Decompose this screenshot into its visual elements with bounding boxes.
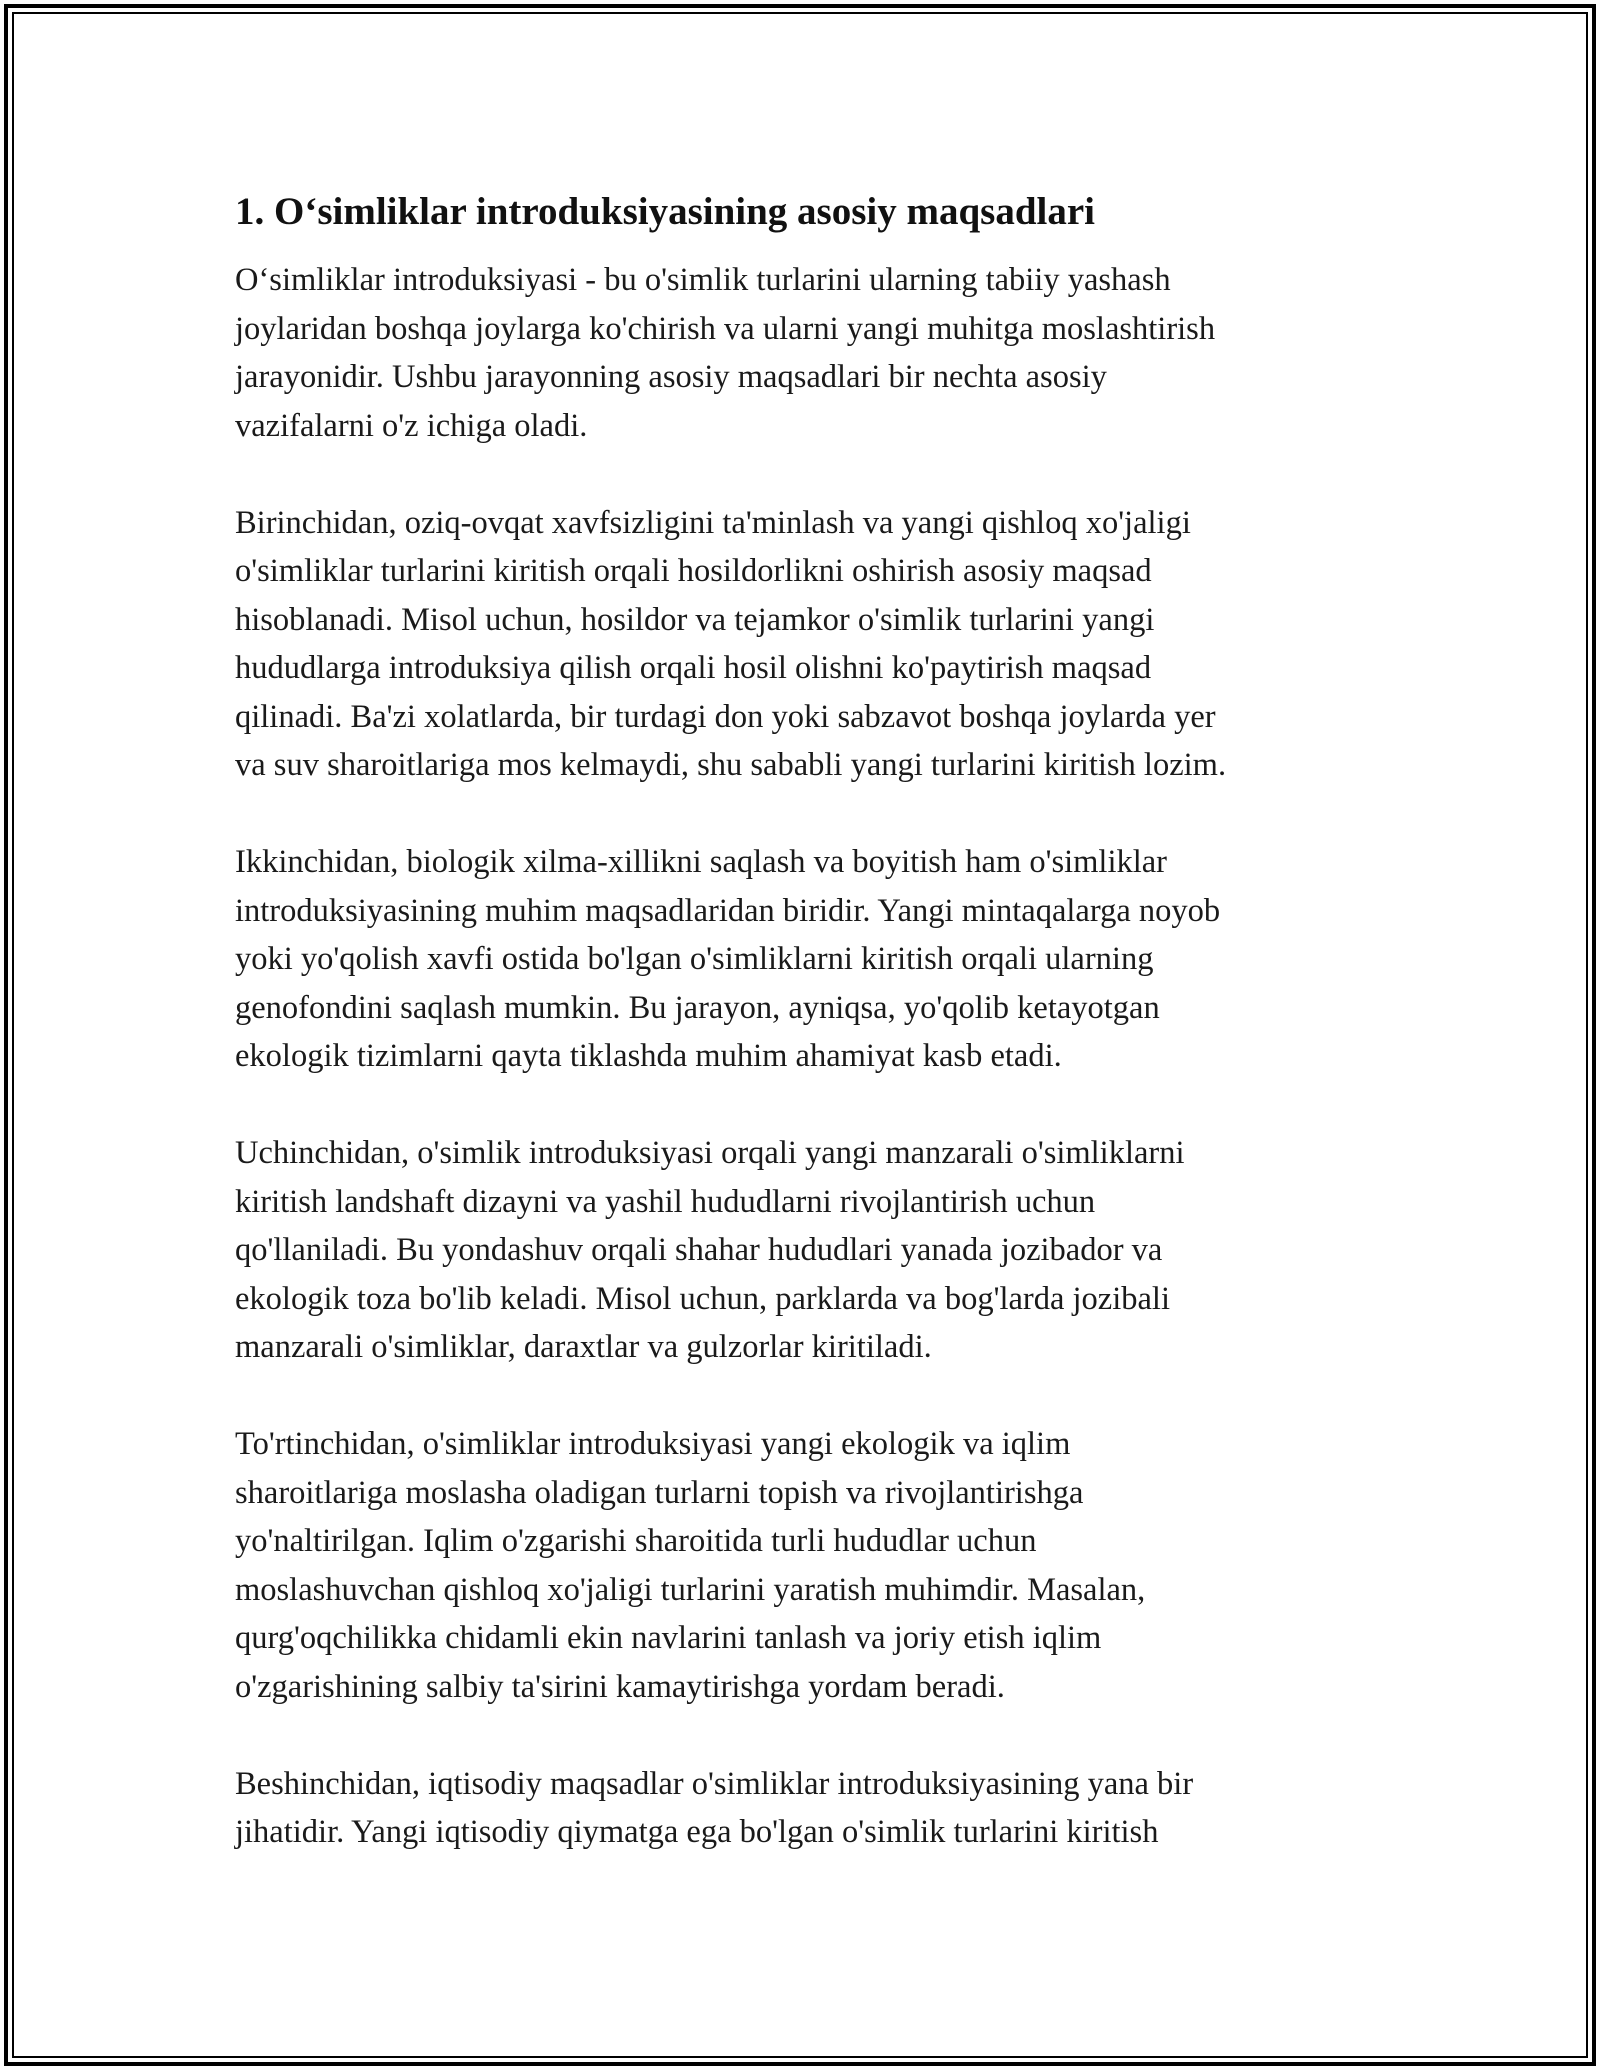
paragraph-second: Ikkinchidan, biologik xilma-xillikni saqlash va boyitish ham o'simliklar introduksiyasining muhim maqsadlaridan biridir. Yangi mintaqalarga noyob yoki yo'qolish xavfi ostida bo'lgan o'simliklarni kiritish orqali ularning genofondini saqlash mumkin. Bu jarayon, ayniqsa, yo'qolib ketayotgan ekologik tizimlarni qayta tiklashda muhim ahamiyat kasb etadi. (235, 844, 1221, 1074)
paragraph-first: Birinchidan, oziq-ovqat xavfsizligini ta'minlash va yangi qishloq xo'jaligi o'simliklar turlarini kiritish orqali hosildorlikni oshirish asosiy maqsad hisoblanadi. Misol uchun, hosildor va tejamkor o'simlik turlarini yangi hududlarga introduksiya qilish orqali hosil olishni ko'paytirish maqsad qilinadi. Ba'zi xolatlarda, bir turdagi don yoki sabzavot boshqa joylarda yer va suv sharoitlariga mos kelmaydi, shu sababli yangi turlarini kiritish lozim. (235, 504, 1227, 783)
section-heading: 1. O‘simliklar introduksiyasining asosiy maqsadlari (235, 190, 1096, 233)
document-body (235, 186, 1365, 1905)
paragraph-intro: O‘simliklar introduksiyasi - bu o'simlik turlarini ularning tabiiy yashash joylaridan boshqa joylarga ko'chirish va ularni yangi muhitga moslashtirish jarayonidir. Ushbu jarayonning asosiy maqsadlari bir nechta asosiy vazifalarni o'z ichiga oladi. (235, 262, 1216, 444)
paragraph-fourth: To'rtinchidan, o'simliklar introduksiyasi yangi ekologik va iqlim sharoitlariga moslasha oladigan turlarni topish va rivojlantirishga yo'naltirilgan. Iqlim o'zgarishi sharoitida turli hududlar uchun moslashuvchan qishloq xo'jaligi turlarini yaratish muhimdir. Masalan, qurg'oqchilikka chidamli ekin navlarini tanlash va joriy etish iqlim o'zgarishining salbiy ta'sirini kamaytirishga yordam beradi. (235, 1426, 1146, 1705)
paragraph-fifth: Beshinchidan, iqtisodiy maqsadlar o'simliklar introduksiyasining yana bir jihatidir. Yangi iqtisodiy qiymatga ega bo'lgan o'simlik turlarini kiritish (235, 1765, 1194, 1850)
paragraph-third: Uchinchidan, o'simlik introduksiyasi orqali yangi manzarali o'simliklarni kiritish landshaft dizayni va yashil hududlarni rivojlantirish uchun qo'llaniladi. Bu yondashuv orqali shahar hududlari yanada jozibador va ekologik toza bo'lib keladi. Misol uchun, parklarda va bog'larda jozibali manzarali o'simliklar, daraxtlar va gulzorlar kiritiladi. (235, 1135, 1185, 1365)
